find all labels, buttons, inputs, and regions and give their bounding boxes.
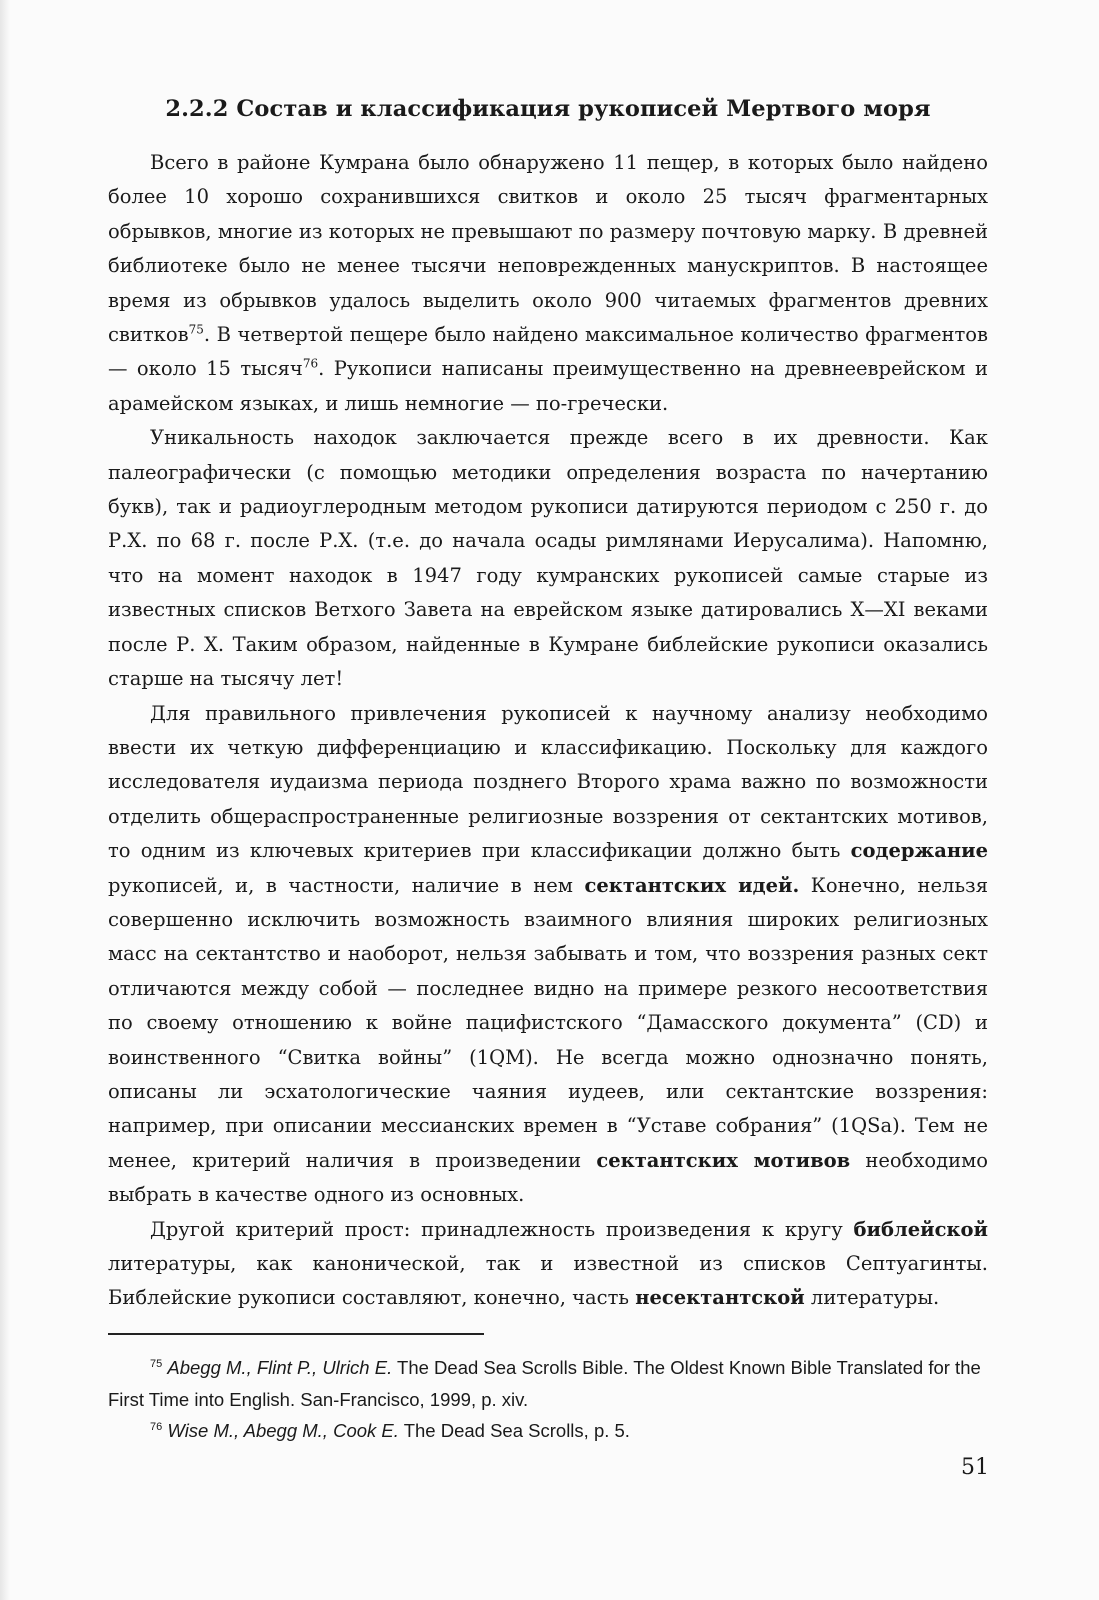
- paragraph-3-text-c: Конечно, нельзя совершенно исключить возможность взаимного влияния широких религиозных масс на сектантство и наоборот, нельзя забывать и том, что воззрения разных сект отличаются между собой — последнее видно на примере резкого несоответствия по своему отношению к войне пацифистского “Дамасского документа” (CD) и воинственного “Свитка войны” (1QM). Не всегда можно однозначно понять, описаны ли эсхатологические чаяния иудеев, или сектантские воззрения: например, при описании мессианских времен в “Уставе собрания” (1QSa). Тем не менее, критерий наличия в произведении: [108, 873, 988, 1172]
- footnote-76-authors: Wise M., Abegg M., Cook E.: [167, 1420, 399, 1441]
- footnote-75-number: 75: [150, 1357, 163, 1370]
- bold-term-sectarian-motives: сектантских мотивов: [596, 1148, 851, 1172]
- footnote-separator: [108, 1333, 484, 1335]
- bold-term-non-sectarian: несектантской: [635, 1286, 805, 1310]
- paragraph-1: [108, 146, 988, 421]
- paragraph-3-text-a: Для правильного привлечения рукописей к научному анализу необходимо ввести их четкую дифференциацию и классификацию. Поскольку для каждого исследователя иудаизма периода позднего Второго храма важно по возможности отделить общераспространенные религиозные воззрения от сектантских мотивов, то одним из ключевых критериев при классификации должно быть: [108, 701, 988, 863]
- footnote-ref-76[interactable]: 76: [302, 356, 319, 371]
- paragraph-3-text-d: необходимо выбрать в качестве одного из основных.: [108, 1148, 988, 1207]
- footnotes: [108, 1352, 988, 1447]
- paragraph-4-text-a: Другой критерий прост: принадлежность произведения к кругу: [150, 1217, 854, 1241]
- paragraph-4-text-b: литературы, как канонической, так и известной из списков Септуагинты. Библейские рукописи составляют, конечно, часть: [108, 1252, 988, 1310]
- footnote-ref-75[interactable]: 75: [188, 322, 204, 337]
- page-number: 51: [961, 1455, 989, 1480]
- bold-term-sectarian-ideas: сектантских идей.: [584, 873, 800, 897]
- footnote-75-text: The Dead Sea Scrolls Bible. The Oldest Known Bible Translated for the First Time into English. San-Francisco, 1999, p. xiv.: [108, 1357, 981, 1410]
- paragraph-1-text-b: . В четвертой пещере было найдено максимальное количество фрагментов — около 15 тысяч: [108, 323, 988, 381]
- footnote-75: [108, 1352, 988, 1415]
- footnote-76-number: 76: [150, 1420, 163, 1433]
- body-text: [108, 146, 988, 1316]
- paragraph-3: [108, 697, 988, 1213]
- page-edge-shadow: [0, 0, 10, 1600]
- paragraph-1-text-c: . Рукописи написаны преимущественно на древнееврейском и арамейском языках, и лишь немногие — по-гречески.: [108, 357, 988, 415]
- footnote-75-authors: Abegg M., Flint P., Ulrich E.: [167, 1357, 393, 1378]
- section-heading: 2.2.2 Состав и классификация рукописей Мертвого моря: [165, 96, 931, 122]
- paragraph-1-text-a: Всего в районе Кумрана было обнаружено 11 пещер, в которых было найдено более 10 хорошо сохранившихся свитков и около 25 тысяч фрагментарных обрывков, многие из которых не превышают по размеру почтовую марку. В древней библиотеке было не менее тысячи неповрежденных манускриптов. В настоящее время из обрывков удалось выделить около 900 читаемых фрагментов древних свитков: [108, 151, 988, 347]
- paragraph-3-text-b: рукописей, и, в частности, наличие в нем: [108, 873, 585, 897]
- paragraph-4-text-c: литературы.: [804, 1286, 940, 1310]
- footnote-76-text: The Dead Sea Scrolls, p. 5.: [398, 1420, 630, 1441]
- paragraph-4: [108, 1213, 988, 1316]
- footnote-76: [108, 1415, 988, 1447]
- bold-term-biblical: библейской: [853, 1217, 988, 1241]
- bold-term-content: содержание: [850, 839, 988, 863]
- paragraph-2: Уникальность находок заключается прежде всего в их древности. Как палеографически (с помощью методики определения возраста по начертанию букв), так и радиоуглеродным методом рукописи датируются периодом с 250 г. до Р.Х. по 68 г. после Р.Х. (т.е. до начала осады римлянами Иерусалима). Напомню, что на момент находок в 1947 году кумранских рукописей самые старые из известных списков Ветхого Завета на еврейском языке датировались X—XI веками после Р. Х. Таким образом, найденные в Кумране библейские рукописи оказались старше на тысячу лет!: [108, 426, 988, 691]
